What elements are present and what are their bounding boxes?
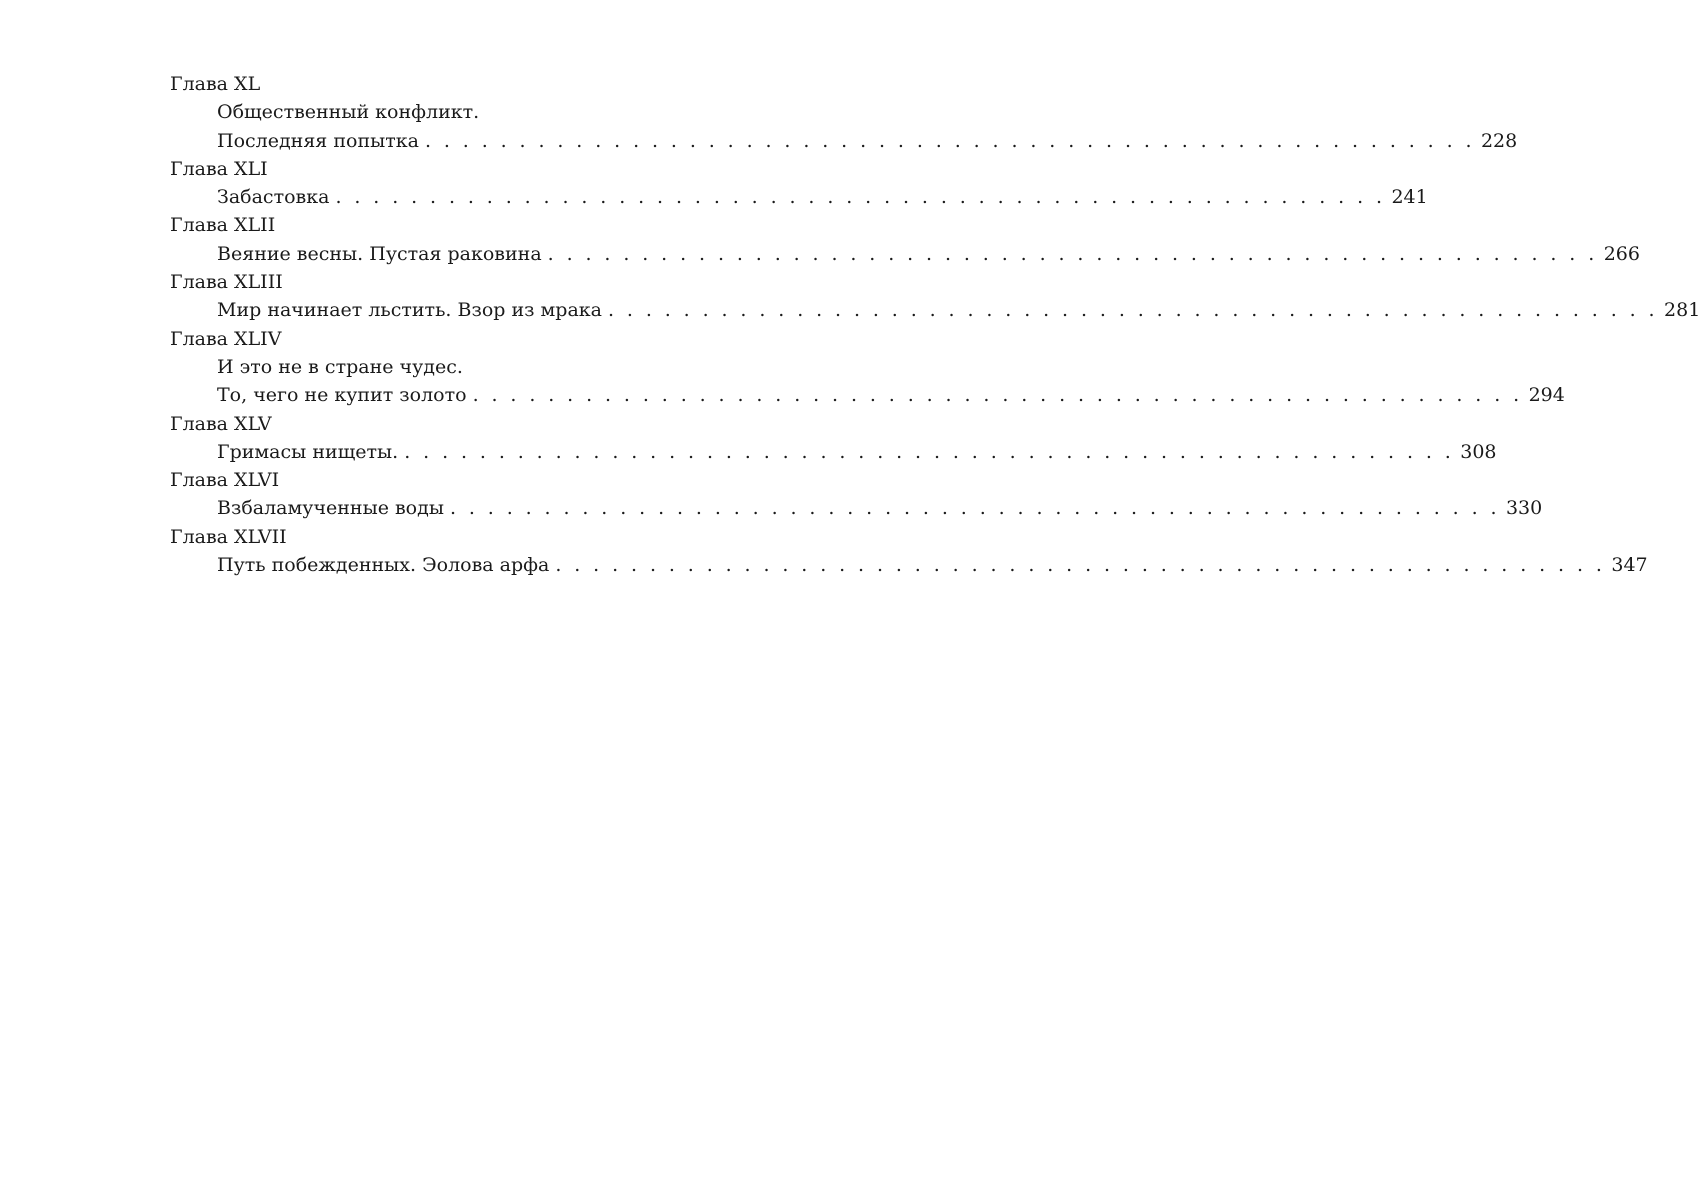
toc-entry bbox=[170, 353, 762, 381]
page-number: 330 bbox=[1505, 497, 1543, 520]
chapter-heading bbox=[170, 70, 762, 98]
chapter-heading bbox=[170, 155, 762, 183]
chapter-heading bbox=[170, 211, 762, 239]
entry-title: Мир начинает льстить. Взор из мрака bbox=[217, 299, 602, 322]
toc-entry[interactable] bbox=[170, 183, 1428, 211]
chapter-heading bbox=[170, 268, 762, 296]
dot-leader: . . . . . . . . . . . . . . . . . . . . . . . . . . . . . . . . . . . . . . . . . . . . . . . . . . . . . . . . bbox=[608, 299, 1659, 322]
chapter-label: Глава XLV bbox=[170, 412, 272, 435]
chapter-heading bbox=[170, 466, 762, 494]
chapter-label: Глава XLI bbox=[170, 157, 268, 180]
chapter-label: Глава XLIII bbox=[170, 271, 283, 294]
chapter-label: Глава XL bbox=[170, 73, 261, 95]
toc-entry[interactable] bbox=[170, 438, 1497, 466]
chapter-heading bbox=[170, 523, 762, 551]
page-number: 281 bbox=[1664, 299, 1700, 322]
entry-title: То, чего не купит золото bbox=[217, 384, 467, 407]
entry-title: Веяние весны. Пустая раковина bbox=[217, 242, 542, 265]
chapter-label: Глава XLII bbox=[170, 214, 276, 237]
entry-title: Забастовка bbox=[217, 186, 330, 209]
entry-title: Взбаламученные воды bbox=[217, 497, 444, 520]
entry-title: Последняя попытка bbox=[217, 129, 419, 152]
toc-entry[interactable] bbox=[170, 381, 1565, 409]
table-of-contents bbox=[170, 70, 1700, 579]
entry-title: Общественный конфликт. bbox=[217, 101, 480, 124]
chapter-heading bbox=[170, 325, 762, 353]
entry-title: Путь побежденных. Эолова арфа bbox=[217, 554, 550, 577]
dot-leader: . . . . . . . . . . . . . . . . . . . . . . . . . . . . . . . . . . . . . . . . . . . . . . . . . . . . . . . . bbox=[449, 497, 1500, 520]
dot-leader: . . . . . . . . . . . . . . . . . . . . . . . . . . . . . . . . . . . . . . . . . . . . . . . . . . . . . . . . bbox=[547, 242, 1598, 265]
page-number: 347 bbox=[1611, 554, 1648, 577]
dot-leader: . . . . . . . . . . . . . . . . . . . . . . . . . . . . . . . . . . . . . . . . . . . . . . . . . . . . . . . . bbox=[335, 186, 1386, 209]
chapter-label: Глава XLVI bbox=[170, 469, 280, 492]
entry-title: И это не в стране чудес. bbox=[217, 355, 463, 378]
dot-leader: . . . . . . . . . . . . . . . . . . . . . . . . . . . . . . . . . . . . . . . . . . . . . . . . . . . . . . . . bbox=[472, 384, 1523, 407]
toc-entry[interactable] bbox=[170, 296, 1700, 324]
toc-entry[interactable] bbox=[170, 240, 1640, 268]
page-number: 241 bbox=[1391, 186, 1428, 209]
dot-leader: . . . . . . . . . . . . . . . . . . . . . . . . . . . . . . . . . . . . . . . . . . . . . . . . . . . . . . . . bbox=[555, 554, 1606, 577]
page-number: 308 bbox=[1460, 440, 1497, 463]
toc-entry[interactable] bbox=[170, 551, 1648, 579]
toc-entry[interactable] bbox=[170, 494, 1543, 522]
dot-leader: . . . . . . . . . . . . . . . . . . . . . . . . . . . . . . . . . . . . . . . . . . . . . . . . . . . . . . . . bbox=[404, 440, 1455, 463]
toc-entry bbox=[170, 98, 762, 126]
toc-entry[interactable] bbox=[170, 127, 1518, 155]
page-number: 266 bbox=[1603, 242, 1640, 265]
dot-leader: . . . . . . . . . . . . . . . . . . . . . . . . . . . . . . . . . . . . . . . . . . . . . . . . . . . . . . . . bbox=[424, 129, 1475, 152]
chapter-label: Глава XLIV bbox=[170, 327, 282, 350]
page-number: 294 bbox=[1528, 384, 1565, 407]
page-number: 228 bbox=[1480, 129, 1518, 152]
chapter-label: Глава XLVII bbox=[170, 525, 287, 548]
entry-title: Гримасы нищеты. bbox=[217, 440, 399, 463]
chapter-heading bbox=[170, 410, 762, 438]
